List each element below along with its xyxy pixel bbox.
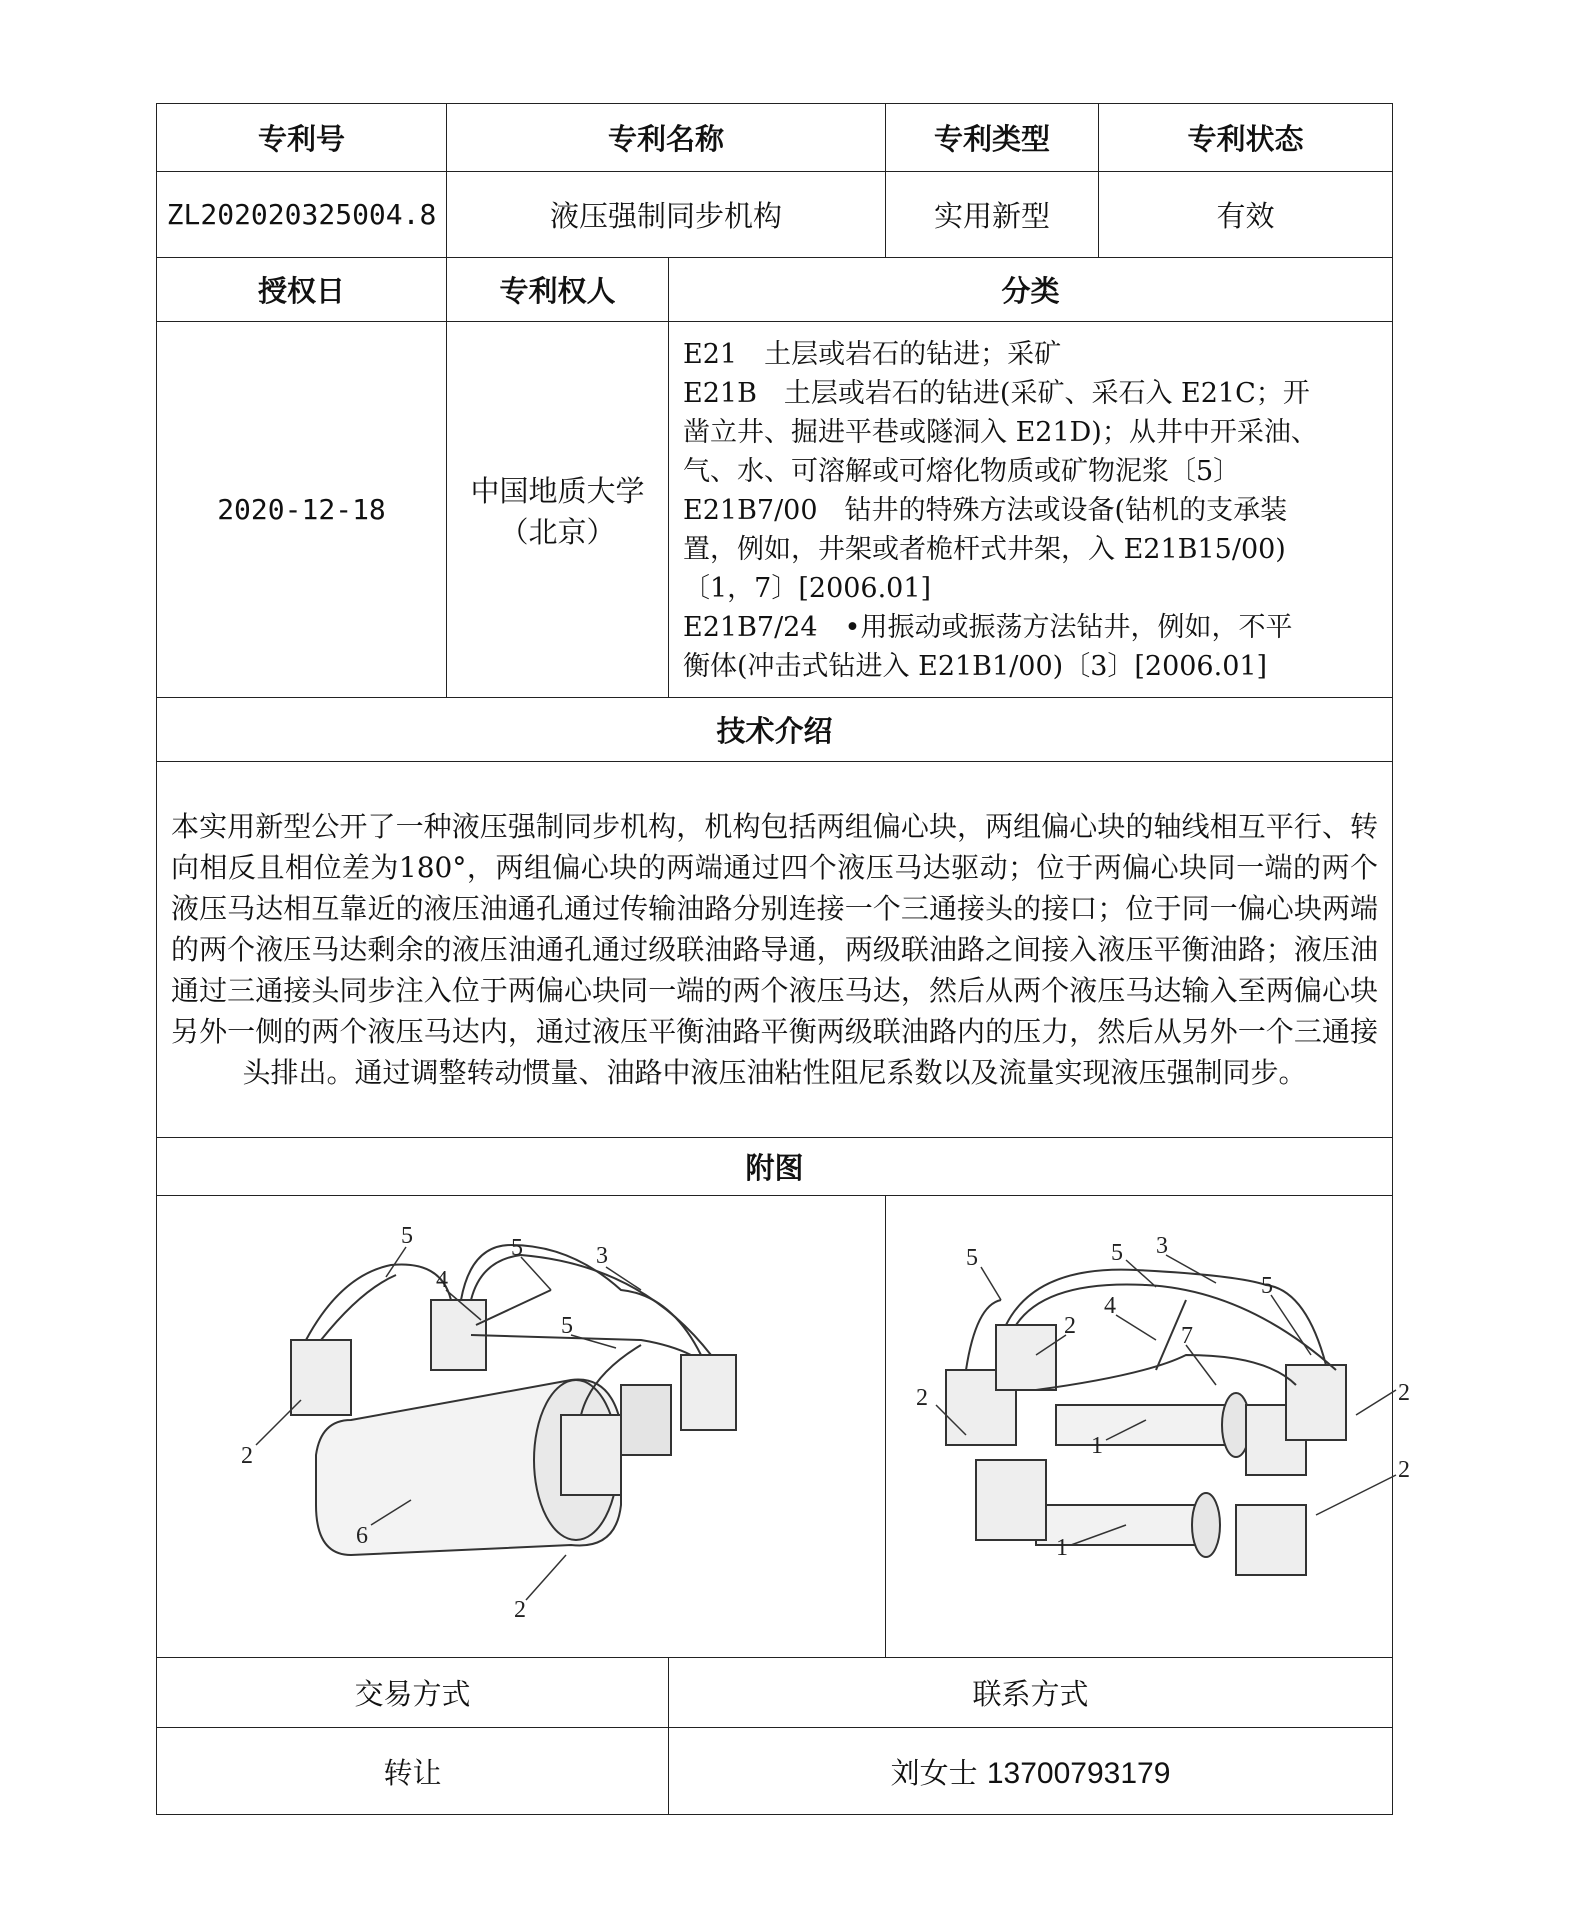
classification-line: E21B 土层或岩石的钻进(采矿、采石入 E21C；开 xyxy=(683,378,1310,409)
part-label: 5 xyxy=(561,1312,573,1339)
part-label: 5 xyxy=(1111,1239,1124,1266)
tech-intro-text: 本实用新型公开了一种液压强制同步机构，机构包括两组偏心块，两组偏心块的轴线相互平行、转向相反且相位差为180°，两组偏心块的两端通过四个液压马达驱动；位于两偏心块同一端的两个液压马达相互靠近的液压油通孔通过传输油路分别连接一个三通接头的接口；位于同一偏心块两端的两个液压马达剩余的液压油通孔通过级联油路导通，两级联油路之间接入液压平衡油路；液压油通过三通接头同步注入位于两偏心块同一端的两个液压马达，然后从两个液压马达输入至两偏心块另外一侧的两个液压马达内，通过液压平衡油路平衡两级联油路内的压力，然后从另外一个三通接头排出。通过调整转动惯量、油路中液压油粘性阻尼系数以及流量实现液压强制同步。 xyxy=(157,762,1393,1138)
grant-date-header: 授权日 xyxy=(157,258,447,322)
figures-header-row xyxy=(157,1138,1393,1196)
figure-left-drawing xyxy=(221,1205,821,1645)
leader-line xyxy=(1116,1315,1156,1340)
part-label: 5 xyxy=(1261,1272,1274,1299)
trade-mode-header: 交易方式 xyxy=(157,1658,669,1728)
part-label: 1 xyxy=(1091,1432,1104,1459)
part-label: 4 xyxy=(1104,1292,1117,1319)
part-label: 3 xyxy=(596,1242,608,1269)
figures-header: 附图 xyxy=(157,1138,1393,1196)
classification-cell xyxy=(669,322,1393,698)
leader-line xyxy=(526,1555,566,1600)
leader-line xyxy=(1356,1390,1396,1415)
part-label: 2 xyxy=(916,1384,929,1411)
trade-value-row xyxy=(157,1728,1393,1815)
leader-line xyxy=(981,1267,1001,1300)
patent-status: 有效 xyxy=(1099,172,1393,258)
patent-type: 实用新型 xyxy=(886,172,1099,258)
part-label: 1 xyxy=(1056,1534,1069,1561)
patent-info-sheet xyxy=(156,103,1411,1815)
part-label: 3 xyxy=(1156,1232,1169,1259)
leader-line xyxy=(386,1247,406,1277)
part-label: 2 xyxy=(514,1596,526,1623)
contact-info xyxy=(669,1728,1393,1815)
figure-right-cell xyxy=(886,1196,1411,1658)
contact-phone: 13700793179 xyxy=(986,1756,1171,1790)
part-label: 7 xyxy=(1181,1322,1194,1349)
patent-name-header: 专利名称 xyxy=(447,104,886,172)
leader-line xyxy=(606,1267,641,1290)
header-row-2 xyxy=(157,258,1393,322)
patent-name: 液压强制同步机构 xyxy=(447,172,886,258)
leader-line xyxy=(1186,1345,1216,1385)
classification-line: 衡体(冲击式钻进入 E21B1/00)〔3〕[2006.01] xyxy=(683,651,1268,682)
patentee-line-1: 中国地质大学 xyxy=(470,473,645,508)
contact-name: 刘女士 xyxy=(890,1755,978,1790)
classification-line: 〔1，7〕[2006.01] xyxy=(683,573,932,604)
classification-line: E21B7/00 钻井的特殊方法或设备(钻机的支承装 xyxy=(683,495,1288,526)
tech-intro-header: 技术介绍 xyxy=(157,698,1393,762)
classification-line: 气、水、可溶解或可熔化物质或矿物泥浆〔5〕 xyxy=(683,456,1241,487)
leader-line xyxy=(571,1335,616,1348)
classification-header: 分类 xyxy=(669,258,1393,322)
part-label: 5 xyxy=(511,1234,523,1261)
classification-line: 置，例如，井架或者桅杆式井架，入 E21B15/00) xyxy=(683,534,1286,565)
patent-table xyxy=(156,103,1411,1815)
leader-line xyxy=(1166,1255,1216,1283)
patentee-header: 专利权人 xyxy=(447,258,669,322)
leader-line xyxy=(1126,1260,1156,1287)
value-row-1 xyxy=(157,172,1393,258)
leader-line xyxy=(521,1257,551,1290)
classification-line: 凿立井、掘进平巷或隧洞入 E21D)；从井中开采油、 xyxy=(683,417,1318,448)
tech-intro-row xyxy=(157,762,1393,1138)
figure-left-cell xyxy=(157,1196,886,1658)
grant-date: 2020-12-18 xyxy=(157,322,447,698)
part-label: 2 xyxy=(1064,1312,1077,1339)
leader-line xyxy=(256,1400,301,1445)
patentee-line-2: （北京） xyxy=(499,514,616,549)
leader-line xyxy=(1316,1475,1396,1515)
patentee xyxy=(447,322,669,698)
value-row-2 xyxy=(157,322,1393,698)
header-row-1 xyxy=(157,104,1393,172)
figure-right-drawing xyxy=(886,1205,1486,1645)
part-label: 6 xyxy=(356,1522,368,1549)
tech-intro-header-row xyxy=(157,698,1393,762)
patent-status-header: 专利状态 xyxy=(1099,104,1393,172)
part-label: 2 xyxy=(1398,1456,1411,1483)
contact-header: 联系方式 xyxy=(669,1658,1393,1728)
patent-type-header: 专利类型 xyxy=(886,104,1099,172)
patent-number: ZL202020325004.8 xyxy=(157,172,447,258)
classification-line: E21B7/24 •用振动或振荡方法钻井，例如，不平 xyxy=(683,612,1293,643)
part-label: 2 xyxy=(1398,1379,1411,1406)
classification-line: E21 土层或岩石的钻进；采矿 xyxy=(683,339,1062,370)
figures-row xyxy=(157,1196,1393,1658)
part-label: 2 xyxy=(241,1442,253,1469)
patent-no-header: 专利号 xyxy=(157,104,447,172)
leader-line xyxy=(1271,1295,1311,1355)
part-label: 4 xyxy=(436,1266,448,1293)
trade-header-row xyxy=(157,1658,1393,1728)
trade-mode: 转让 xyxy=(157,1728,669,1815)
part-label: 5 xyxy=(966,1244,979,1271)
part-label: 5 xyxy=(401,1222,413,1249)
